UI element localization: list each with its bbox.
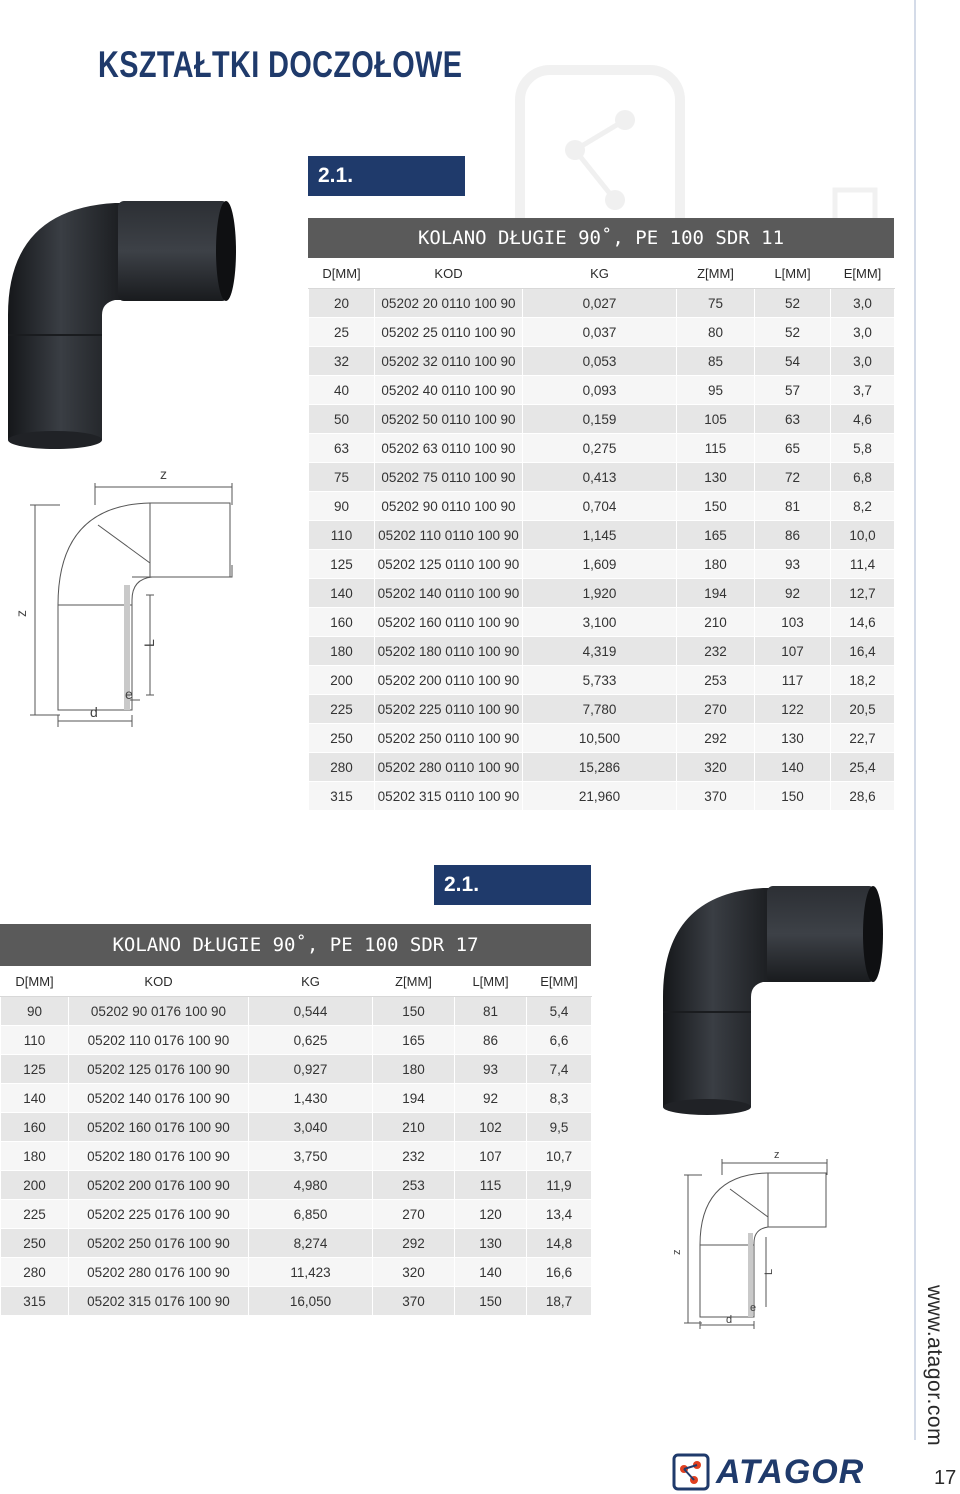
cell-l: 102 [455, 1113, 527, 1142]
table-row [309, 753, 895, 782]
col-header-d: D[MM] [309, 258, 375, 289]
cell-z: 150 [373, 997, 455, 1026]
cell-z: 130 [677, 463, 755, 492]
table-row [309, 289, 895, 318]
cell-kod: 05202 160 0110 100 90 [375, 608, 523, 637]
dim-label-L-2: L [763, 1268, 775, 1275]
cell-d: 315 [309, 782, 375, 811]
cell-e: 14,6 [831, 608, 895, 637]
cell-d: 32 [309, 347, 375, 376]
cell-d: 50 [309, 405, 375, 434]
cell-kod: 05202 180 0110 100 90 [375, 637, 523, 666]
table-row [309, 521, 895, 550]
cell-z: 270 [677, 695, 755, 724]
cell-kod: 05202 50 0110 100 90 [375, 405, 523, 434]
cell-e: 11,4 [831, 550, 895, 579]
cell-kod: 05202 180 0176 100 90 [69, 1142, 249, 1171]
page-edge-rule [914, 0, 916, 1440]
cell-kod: 05202 140 0176 100 90 [69, 1084, 249, 1113]
cell-kod: 05202 200 0176 100 90 [69, 1171, 249, 1200]
cell-e: 8,2 [831, 492, 895, 521]
cell-e: 3,7 [831, 376, 895, 405]
table-row [1, 1171, 592, 1200]
cell-z: 194 [677, 579, 755, 608]
page-title: KSZTAŁTKI DOCZOŁOWE [98, 44, 463, 85]
cell-kg: 10,500 [523, 724, 677, 753]
table-row [1, 1229, 592, 1258]
table-row [309, 550, 895, 579]
cell-d: 250 [1, 1229, 69, 1258]
col-header-l: L[MM] [755, 258, 831, 289]
cell-d: 90 [309, 492, 375, 521]
cell-kg: 0,053 [523, 347, 677, 376]
table-row [309, 318, 895, 347]
cell-z: 292 [373, 1229, 455, 1258]
dim-label-z-side-2: z [671, 1249, 683, 1255]
col-header-z: Z[MM] [677, 258, 755, 289]
cell-e: 7,4 [527, 1055, 592, 1084]
table-row [1, 1258, 592, 1287]
cell-l: 54 [755, 347, 831, 376]
table-row [1, 1287, 592, 1316]
cell-d: 63 [309, 434, 375, 463]
cell-e: 5,8 [831, 434, 895, 463]
cell-d: 40 [309, 376, 375, 405]
cell-l: 122 [755, 695, 831, 724]
cell-z: 232 [373, 1142, 455, 1171]
cell-e: 12,7 [831, 579, 895, 608]
cell-z: 95 [677, 376, 755, 405]
table-header-row [1, 966, 592, 997]
table-row [1, 1084, 592, 1113]
table-row [1, 1055, 592, 1084]
cell-e: 14,8 [527, 1229, 592, 1258]
cell-z: 210 [677, 608, 755, 637]
cell-kg: 15,286 [523, 753, 677, 782]
cell-z: 75 [677, 289, 755, 318]
cell-z: 370 [373, 1287, 455, 1316]
table-row [309, 405, 895, 434]
elbow-fitting-photo [0, 195, 245, 455]
cell-l: 72 [755, 463, 831, 492]
table-row [309, 579, 895, 608]
website-url-text: www.atagor.com [923, 1285, 946, 1447]
cell-z: 232 [677, 637, 755, 666]
cell-kod: 05202 25 0110 100 90 [375, 318, 523, 347]
cell-e: 16,4 [831, 637, 895, 666]
cell-kg: 1,430 [249, 1084, 373, 1113]
table-row [309, 463, 895, 492]
cell-kod: 05202 20 0110 100 90 [375, 289, 523, 318]
cell-l: 150 [455, 1287, 527, 1316]
cell-d: 180 [309, 637, 375, 666]
cell-d: 280 [309, 753, 375, 782]
cell-d: 90 [1, 997, 69, 1026]
cell-kg: 1,609 [523, 550, 677, 579]
cell-d: 200 [309, 666, 375, 695]
cell-z: 165 [373, 1026, 455, 1055]
cell-e: 10,0 [831, 521, 895, 550]
cell-l: 65 [755, 434, 831, 463]
cell-kod: 05202 75 0110 100 90 [375, 463, 523, 492]
cell-d: 280 [1, 1258, 69, 1287]
cell-kg: 7,780 [523, 695, 677, 724]
cell-z: 180 [677, 550, 755, 579]
cell-d: 315 [1, 1287, 69, 1316]
cell-l: 130 [455, 1229, 527, 1258]
table-row [309, 376, 895, 405]
cell-kod: 05202 280 0176 100 90 [69, 1258, 249, 1287]
cell-e: 18,7 [527, 1287, 592, 1316]
table-row [309, 695, 895, 724]
cell-kg: 5,733 [523, 666, 677, 695]
cell-l: 63 [755, 405, 831, 434]
cell-d: 225 [1, 1200, 69, 1229]
cell-kod: 05202 40 0110 100 90 [375, 376, 523, 405]
cell-z: 105 [677, 405, 755, 434]
cell-d: 160 [1, 1113, 69, 1142]
table-row [1, 1200, 592, 1229]
cell-l: 93 [755, 550, 831, 579]
elbow-fitting-photo-2 [655, 882, 885, 1117]
cell-l: 140 [755, 753, 831, 782]
spec-table-sdr17 [0, 966, 592, 1316]
website-url[interactable] [918, 1285, 948, 1445]
cell-kod: 05202 250 0176 100 90 [69, 1229, 249, 1258]
cell-l: 81 [455, 997, 527, 1026]
cell-kod: 05202 90 0176 100 90 [69, 997, 249, 1026]
cell-l: 57 [755, 376, 831, 405]
cell-z: 115 [677, 434, 755, 463]
cell-kg: 0,625 [249, 1026, 373, 1055]
brand-logo-text: ATAGOR [716, 1452, 865, 1491]
cell-e: 25,4 [831, 753, 895, 782]
cell-l: 92 [755, 579, 831, 608]
cell-l: 86 [755, 521, 831, 550]
cell-e: 3,0 [831, 318, 895, 347]
col-header-l: L[MM] [455, 966, 527, 997]
table-row [309, 637, 895, 666]
cell-d: 180 [1, 1142, 69, 1171]
cell-kg: 0,544 [249, 997, 373, 1026]
cell-kod: 05202 200 0110 100 90 [375, 666, 523, 695]
table-row [309, 666, 895, 695]
col-header-kg: KG [523, 258, 677, 289]
cell-e: 13,4 [527, 1200, 592, 1229]
cell-l: 86 [455, 1026, 527, 1055]
cell-e: 5,4 [527, 997, 592, 1026]
cell-d: 125 [1, 1055, 69, 1084]
cell-kod: 05202 315 0110 100 90 [375, 782, 523, 811]
cell-z: 85 [677, 347, 755, 376]
cell-kg: 0,704 [523, 492, 677, 521]
cell-kg: 0,275 [523, 434, 677, 463]
table-row [1, 1142, 592, 1171]
table-row [309, 347, 895, 376]
page-number: 17 [934, 1467, 957, 1489]
cell-e: 6,6 [527, 1026, 592, 1055]
cell-kg: 3,100 [523, 608, 677, 637]
cell-kg: 3,040 [249, 1113, 373, 1142]
cell-l: 107 [755, 637, 831, 666]
cell-l: 107 [455, 1142, 527, 1171]
cell-z: 253 [677, 666, 755, 695]
cell-l: 81 [755, 492, 831, 521]
cell-d: 110 [309, 521, 375, 550]
cell-e: 11,9 [527, 1171, 592, 1200]
cell-l: 52 [755, 318, 831, 347]
cell-d: 140 [309, 579, 375, 608]
cell-kg: 8,274 [249, 1229, 373, 1258]
cell-l: 130 [755, 724, 831, 753]
cell-z: 370 [677, 782, 755, 811]
cell-kg: 0,093 [523, 376, 677, 405]
elbow-dimension-drawing-2 [672, 1145, 842, 1330]
spec-table-sdr11 [308, 258, 895, 811]
table-header-row [309, 258, 895, 289]
cell-e: 4,6 [831, 405, 895, 434]
cell-l: 140 [455, 1258, 527, 1287]
cell-kg: 1,145 [523, 521, 677, 550]
table-title-2: KOLANO DŁUGIE 90˚, PE 100 SDR 17 [0, 924, 591, 966]
cell-e: 22,7 [831, 724, 895, 753]
cell-kg: 6,850 [249, 1200, 373, 1229]
dim-label-z-2: z [774, 1149, 780, 1161]
cell-kod: 05202 250 0110 100 90 [375, 724, 523, 753]
col-header-e: E[MM] [831, 258, 895, 289]
cell-kg: 0,159 [523, 405, 677, 434]
dim-label-e: e [125, 686, 133, 702]
brand-logo [672, 1450, 902, 1494]
cell-z: 253 [373, 1171, 455, 1200]
cell-z: 194 [373, 1084, 455, 1113]
cell-z: 292 [677, 724, 755, 753]
cell-kg: 3,750 [249, 1142, 373, 1171]
cell-z: 320 [373, 1258, 455, 1287]
dim-label-d-2: d [726, 1314, 733, 1326]
table-row [309, 782, 895, 811]
cell-d: 225 [309, 695, 375, 724]
dim-label-z-side: z [13, 610, 29, 617]
cell-z: 270 [373, 1200, 455, 1229]
cell-e: 18,2 [831, 666, 895, 695]
table-title: KOLANO DŁUGIE 90˚, PE 100 SDR 11 [308, 218, 894, 258]
cell-kg: 16,050 [249, 1287, 373, 1316]
cell-kod: 05202 110 0110 100 90 [375, 521, 523, 550]
col-header-kod: KOD [375, 258, 523, 289]
cell-z: 165 [677, 521, 755, 550]
section-number-badge: 2.1. [308, 156, 465, 196]
cell-e: 9,5 [527, 1113, 592, 1142]
cell-d: 25 [309, 318, 375, 347]
cell-kg: 0,027 [523, 289, 677, 318]
cell-l: 103 [755, 608, 831, 637]
cell-e: 6,8 [831, 463, 895, 492]
cell-kod: 05202 90 0110 100 90 [375, 492, 523, 521]
cell-e: 3,0 [831, 347, 895, 376]
cell-kod: 05202 140 0110 100 90 [375, 579, 523, 608]
cell-e: 3,0 [831, 289, 895, 318]
cell-d: 110 [1, 1026, 69, 1055]
cell-kg: 1,920 [523, 579, 677, 608]
dim-label-d: d [90, 704, 98, 720]
table-row [309, 492, 895, 521]
col-header-d: D[MM] [1, 966, 69, 997]
cell-l: 92 [455, 1084, 527, 1113]
cell-kg: 4,319 [523, 637, 677, 666]
cell-l: 120 [455, 1200, 527, 1229]
cell-l: 150 [755, 782, 831, 811]
cell-kod: 05202 280 0110 100 90 [375, 753, 523, 782]
dim-label-e-2: e [750, 1302, 757, 1314]
cell-kod: 05202 110 0176 100 90 [69, 1026, 249, 1055]
col-header-z: Z[MM] [373, 966, 455, 997]
cell-l: 93 [455, 1055, 527, 1084]
dim-label-z: z [160, 466, 167, 482]
cell-z: 150 [677, 492, 755, 521]
table-row [1, 997, 592, 1026]
cell-d: 75 [309, 463, 375, 492]
cell-l: 52 [755, 289, 831, 318]
cell-kg: 11,423 [249, 1258, 373, 1287]
col-header-kod: KOD [69, 966, 249, 997]
cell-d: 125 [309, 550, 375, 579]
cell-kod: 05202 315 0176 100 90 [69, 1287, 249, 1316]
table-row [309, 434, 895, 463]
cell-kod: 05202 125 0176 100 90 [69, 1055, 249, 1084]
cell-d: 20 [309, 289, 375, 318]
table-row [309, 724, 895, 753]
dim-label-L: L [141, 639, 157, 647]
cell-kod: 05202 32 0110 100 90 [375, 347, 523, 376]
brand-logo-mark [672, 1453, 710, 1491]
cell-kg: 0,413 [523, 463, 677, 492]
cell-z: 180 [373, 1055, 455, 1084]
cell-d: 200 [1, 1171, 69, 1200]
elbow-dimension-drawing [13, 465, 265, 725]
cell-kod: 05202 125 0110 100 90 [375, 550, 523, 579]
cell-d: 140 [1, 1084, 69, 1113]
cell-z: 80 [677, 318, 755, 347]
cell-l: 115 [455, 1171, 527, 1200]
cell-l: 117 [755, 666, 831, 695]
col-header-kg: KG [249, 966, 373, 997]
cell-kg: 21,960 [523, 782, 677, 811]
cell-kg: 0,927 [249, 1055, 373, 1084]
cell-kod: 05202 63 0110 100 90 [375, 434, 523, 463]
cell-kg: 4,980 [249, 1171, 373, 1200]
cell-z: 210 [373, 1113, 455, 1142]
cell-e: 28,6 [831, 782, 895, 811]
cell-kod: 05202 225 0110 100 90 [375, 695, 523, 724]
cell-d: 250 [309, 724, 375, 753]
section-number-badge-2: 2.1. [434, 865, 591, 905]
table-row [309, 608, 895, 637]
cell-e: 20,5 [831, 695, 895, 724]
cell-e: 16,6 [527, 1258, 592, 1287]
cell-d: 160 [309, 608, 375, 637]
cell-kg: 0,037 [523, 318, 677, 347]
table-row [1, 1026, 592, 1055]
cell-z: 320 [677, 753, 755, 782]
cell-e: 10,7 [527, 1142, 592, 1171]
cell-kod: 05202 160 0176 100 90 [69, 1113, 249, 1142]
table-row [1, 1113, 592, 1142]
col-header-e: E[MM] [527, 966, 592, 997]
cell-e: 8,3 [527, 1084, 592, 1113]
cell-kod: 05202 225 0176 100 90 [69, 1200, 249, 1229]
